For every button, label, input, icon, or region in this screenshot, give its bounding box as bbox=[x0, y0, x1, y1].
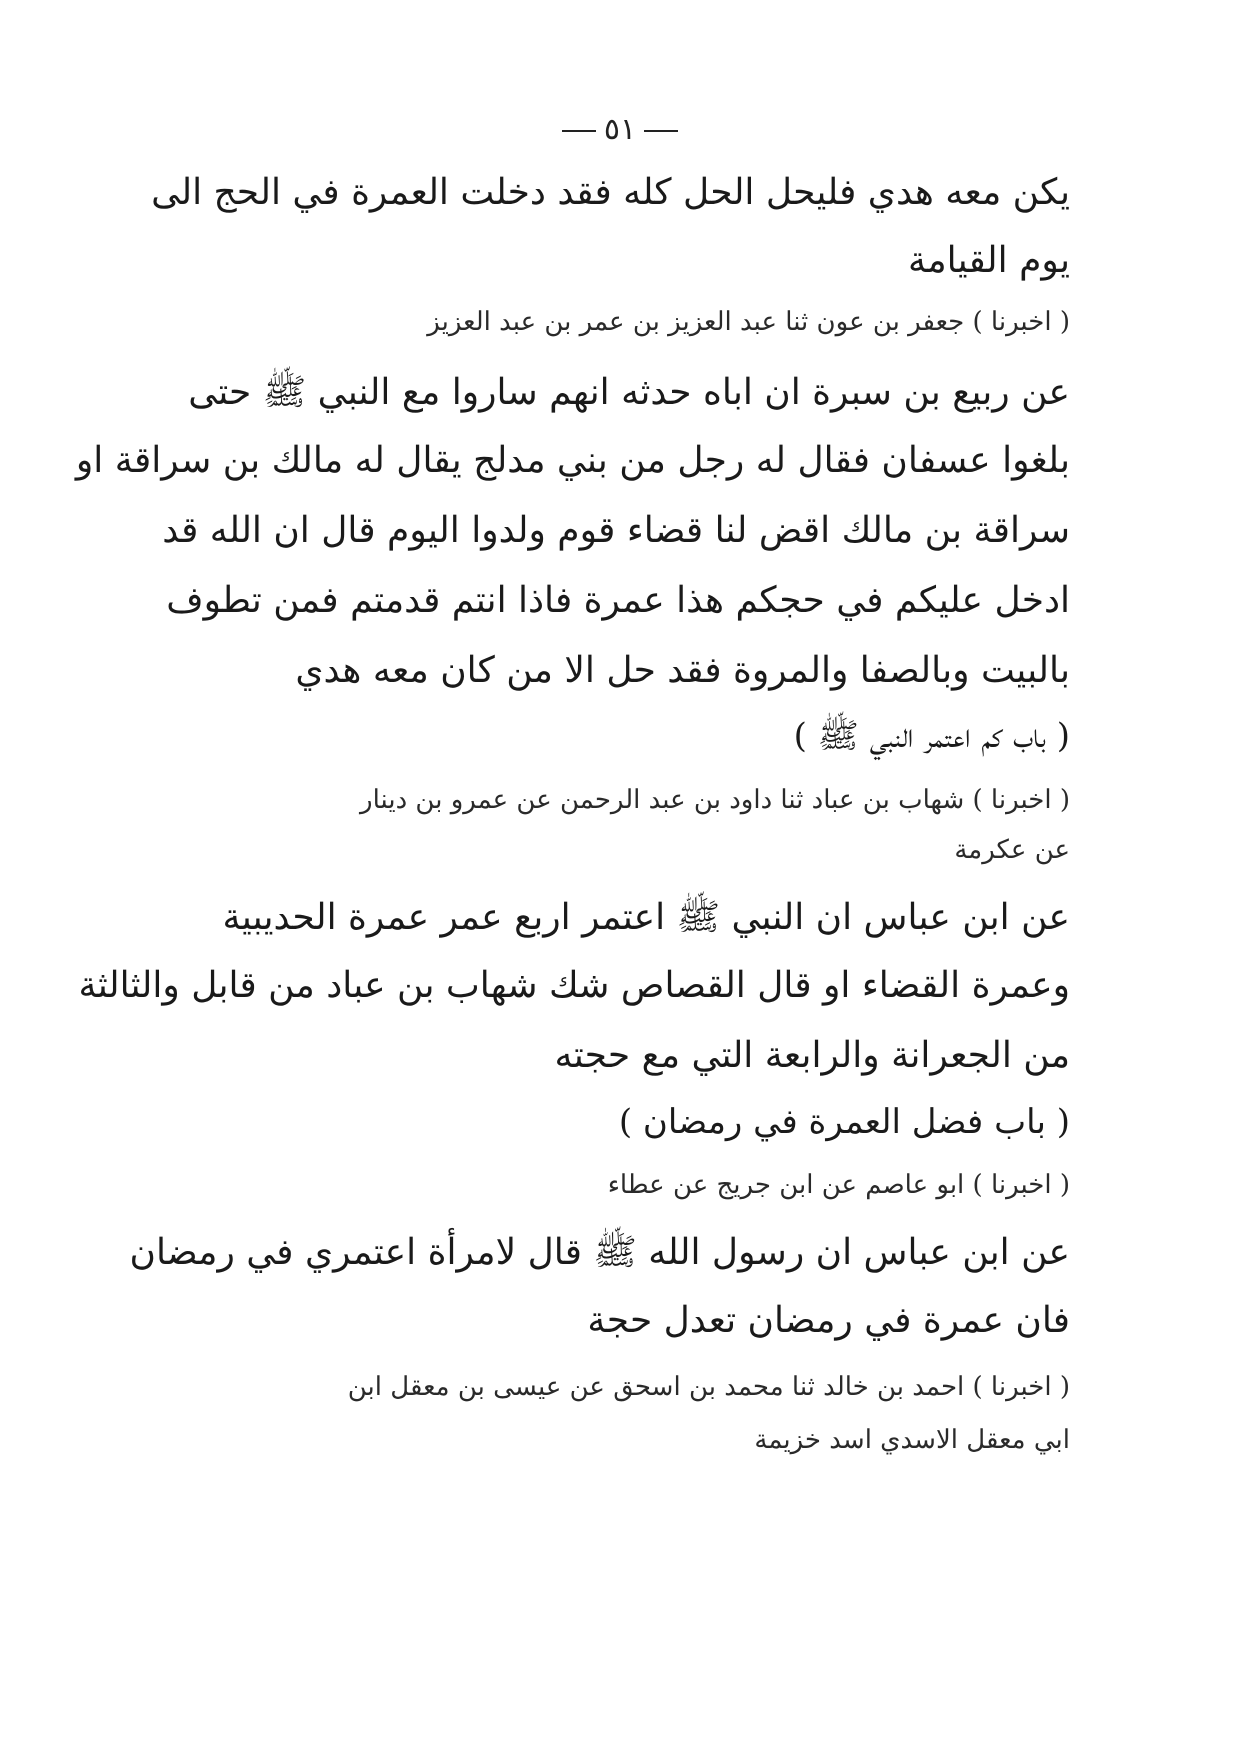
text-line: من الجعرانة والرابعة التي مع حجته bbox=[554, 1035, 1070, 1076]
text-line: يكن معه هدي فليحل الحل كله فقد دخلت العمرة في الحج الى bbox=[151, 172, 1070, 213]
text-line: عن ابن عباس ان رسول الله ﷺ قال لامرأة اعتمري في رمضان bbox=[129, 1232, 1070, 1273]
text-line: عن ربيع بن سبرة ان اباه حدثه انهم ساروا مع النبي ﷺ حتى bbox=[188, 372, 1070, 413]
section-heading: ( باب كم اعتمر النبي ﷺ ) bbox=[793, 716, 1070, 756]
page-number-dash-right bbox=[644, 130, 678, 132]
section-heading: ( باب فضل العمرة في رمضان ) bbox=[618, 1102, 1070, 1142]
text-line: وعمرة القضاء او قال القصاص شك شهاب بن عباد من قابل والثالثة bbox=[78, 965, 1070, 1006]
text-line: عن ابن عباس ان النبي ﷺ اعتمر اربع عمر عمرة الحديبية bbox=[222, 897, 1070, 938]
text-line: بالبيت وبالصفا والمروة فقد حل الا من كان معه هدي bbox=[295, 650, 1070, 691]
isnad-line: عن عكرمة bbox=[954, 835, 1070, 865]
text-line: ادخل عليكم في حجكم هذا عمرة فاذا انتم قدمتم فمن تطوف bbox=[166, 580, 1070, 621]
isnad-line: ( اخبرنا ) جعفر بن عون ثنا عبد العزيز بن عمر بن عبد العزيز bbox=[427, 307, 1070, 337]
page-number-dash-left bbox=[562, 130, 596, 132]
isnad-line: ( اخبرنا ) احمد بن خالد ثنا محمد بن اسحق عن عيسى بن معقل ابن bbox=[347, 1372, 1070, 1402]
text-line: سراقة بن مالك اقض لنا قضاء قوم ولدوا اليوم قال ان الله قد bbox=[162, 510, 1070, 551]
isnad-line: ( اخبرنا ) ابو عاصم عن ابن جريج عن عطاء bbox=[607, 1170, 1070, 1200]
page-number-text: ٥١ bbox=[603, 112, 637, 147]
isnad-line: ( اخبرنا ) شهاب بن عباد ثنا داود بن عبد الرحمن عن عمرو بن دينار bbox=[360, 785, 1070, 815]
text-line: يوم القيامة bbox=[908, 240, 1070, 281]
page-number bbox=[0, 112, 1240, 147]
text-line: بلغوا عسفان فقال له رجل من بني مدلج يقال له مالك بن سراقة او bbox=[75, 440, 1070, 481]
text-line: فان عمرة في رمضان تعدل حجة bbox=[587, 1300, 1070, 1341]
isnad-line: ابي معقل الاسدي اسد خزيمة bbox=[754, 1425, 1070, 1455]
